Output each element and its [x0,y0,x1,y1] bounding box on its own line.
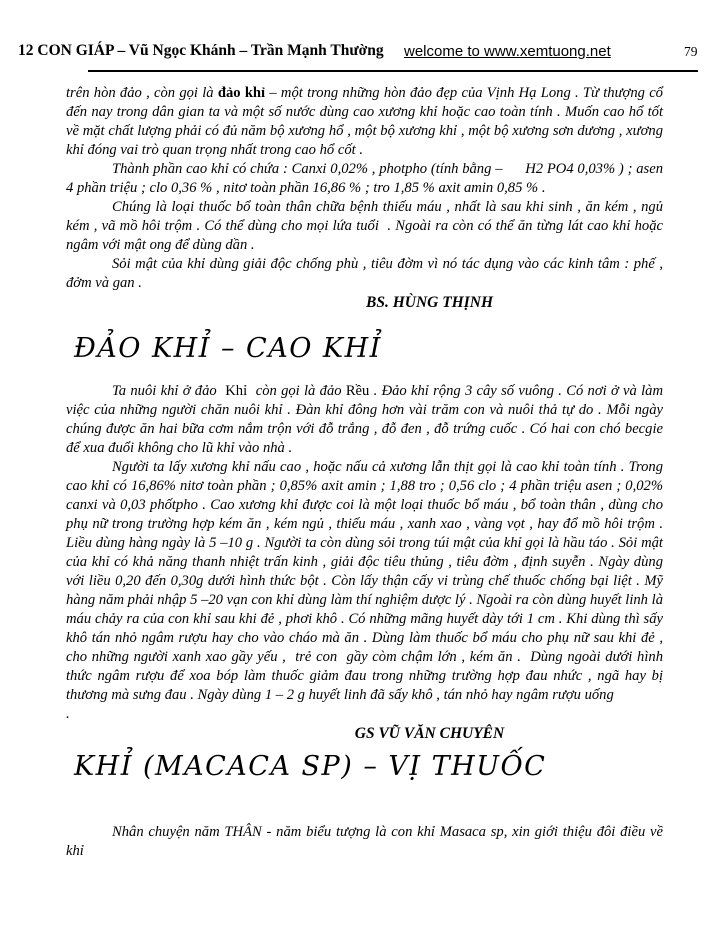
header-rule [88,70,698,72]
section-heading-dao-khi-cao-khi: ĐẢO KHỈ – CAO KHỈ [74,333,382,364]
paragraph-trailing-period: . [66,706,70,722]
paragraph-chung-la: Chúng là loại thuốc bổ toàn thân chữa bệnh thiếu máu , nhất là sau khi sinh , ăn kém , ngủ kém , vã mồ hôi trộm . Có thể dùng cho mọi lứa tuổi . Ngoài ra còn có thể ăn từng lát cao khỉ hoặc ngâm với mật ong để dùng dần . [66,199,667,253]
author-signature-gs-vu-van-chuyen: GS VŨ VĂN CHUYÊN [354,725,505,742]
paragraph-ta-nuoi-khi [66,382,667,458]
text-segment: . Đảo khỉ rộng 3 cây số vuông . Có nơi ở và làm việc của những người chăn nuôi khỉ . Đàn khỉ đông hơn vài trăm con và nuôi thả tự do . Mỗi ngày chúng được ăn hai bữa cơm nắm trộn với đỗ trắng , đỗ đen , đỗ trứng cuốc . Có hai con chó becgie để xua đuổi không cho lũ khỉ vào nhà . [66,383,667,456]
roman-term-reu: Rều [345,383,370,399]
paragraph-nguoi-ta-lay-xuong: Người ta lấy xương khỉ nấu cao , hoặc nấu cả xương lẫn thịt gọi là cao khỉ toàn tính . Trong cao khỉ có 16,86% nitơ toàn phần ; 0,85% axit amin ; 1,88 tro ; 0,56 clo ; 4 phần triệu asen ; 0,02% canxi và 0,03 phốtpho . Cao xương khỉ được coi là một loại thuốc bổ máu , bổ toàn thân , dùng cho phụ nữ trong trường hợp kém ăn , kém ngủ , thiếu máu , xanh xao , vàng vọt , hay đổ mồ hôi trộm . Liều dùng hàng ngày là 5 –10 g . Người ta còn dùng sỏi trong túi mật của khỉ gọi là hầu táo . Sỏi mật của khỉ có khả năng thanh nhiệt trấn kinh , giải độc tiêu thủng , tiêu đờm , định suyễn . Ngày dùng với liều 0,20 đến 0,30g dưới hình thức bột . Còn lấy thận cấy vi trùng chế thuốc chống bại liệt . Mỹ hàng năm phải nhập 5 –20 vạn con khỉ dùng làm thí nghiệm dược lý . Ngoài ra còn dùng huyết linh là máu chảy ra của con khỉ sau khi đẻ , phơi khô . Có những mãng huyết dày tới 1 cm . Khi dùng thì sấy khô tán nhỏ ngâm rượu hay cho vào cháo mà ăn . Dùng làm thuốc bổ máu cho phụ nữ sau khi đẻ , cho những người xanh xao gầy yếu , trẻ con gầy còm chậm lớn , kém ăn . Dùng ngoài dưới hình thức ngâm rượu để xoa bóp làm thuốc giảm đau trong những trường hợp đau nhức , ngã hay bị thương mà sưng đau . Ngày dùng 1 – 2 g huyết linh đã sấy khô , tán nhỏ hay ngâm rượu uống [66,459,667,703]
author-signature-bs-hung-thinh: BS. HÙNG THỊNH [365,294,494,311]
text-segment: – một trong những hòn đảo đẹp của Vịnh Hạ Long . Từ thượng cổ đến nay trong dân gian ta và một số nước dùng cao xương khỉ hoặc cao toàn tính . Muốn cao hổ tốt về mặt chất lượng phải có đủ năm bộ xương hổ , một bộ xương khỉ , một bộ xương sơn dương , xương khỉ đóng vai trò quan trọng nhất trong cao hổ cốt . [66,85,667,158]
paragraph-nhan-chuyen-nam-than: Nhân chuyện năm THÂN - năm biểu tượng là con khỉ Masaca sp, xin giới thiệu đôi điều về khỉ [66,824,667,859]
text-segment: trên hòn đảo , còn gọi là [66,85,218,101]
page-number: 79 [684,44,698,59]
paragraph-thanh-phan: Thành phần cao khỉ có chứa : Canxi 0,02% , photpho (tính bằng – H2 PO4 0,03% ) ; asen 4 phần triệu ; clo 0,36 % , nitơ toàn phần 16,86 % ; tro 1,85 % axit amin 0,85 % . [66,161,667,196]
text-segment: còn gọi là đảo [247,383,346,399]
site-link[interactable]: welcome to www.xemtuong.net [404,43,611,60]
section-heading-khi-macaca-vi-thuoc: KHỈ (MACACA SP) – VỊ THUỐC [74,751,547,782]
book-title: 12 CON GIÁP – Vũ Ngọc Khánh – Trần Mạnh Thường [18,42,384,59]
bold-term-dao-khi: đảo khỉ [217,85,266,101]
paragraph-dao-khi-continuation [66,84,667,160]
text-segment: Ta nuôi khỉ ở đảo [112,383,226,399]
roman-term-khi: Khỉ [225,383,248,399]
page-body [66,84,667,861]
paragraph-soi-mat: Sỏi mật của khỉ dùng giải độc chống phù , tiêu đờm vì nó tác dụng vào các kinh tâm : phế , đởm và gan . [66,256,667,291]
